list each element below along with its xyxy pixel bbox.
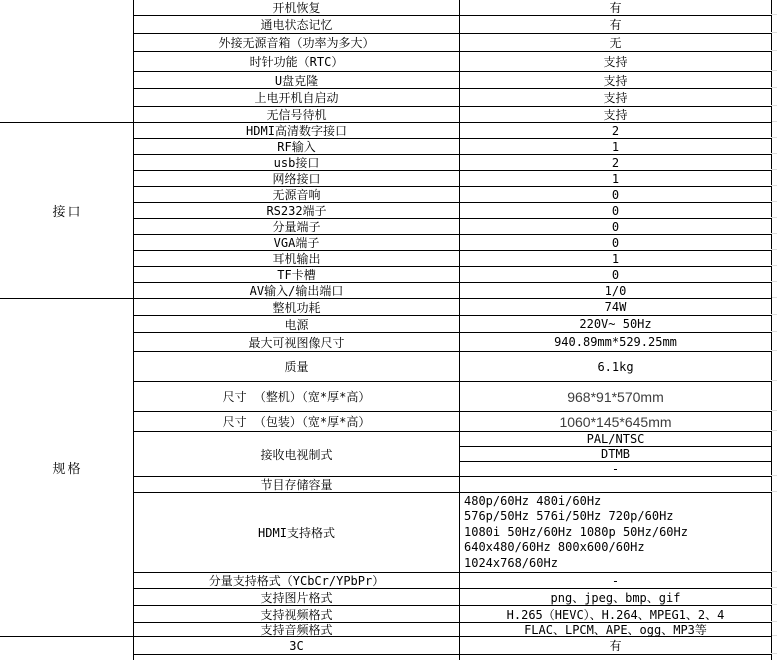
spec-label: HDMI高清数字接口 (134, 123, 460, 138)
spec-value: H.265（HEVC）、H.264、MPEG1、2、4 (506, 607, 725, 622)
spec-row (134, 477, 771, 493)
spec-row (134, 589, 771, 606)
spec-row (134, 89, 771, 107)
category-cell (0, 0, 134, 122)
spec-label: 时针功能（RTC） (134, 52, 460, 71)
spec-value-line: 640x480/60Hz 800x600/60Hz (464, 540, 645, 555)
spec-value: 1060*145*645mm (559, 413, 672, 430)
spec-value-line: 480p/60Hz 480i/60Hz (464, 493, 602, 508)
spec-label: 耳机输出 (134, 251, 460, 266)
spec-label: 尺寸 （整机）（宽*厚*高） (134, 382, 460, 411)
spec-row (134, 251, 771, 267)
spec-row (134, 171, 771, 187)
section-certification (0, 637, 772, 660)
spec-value (460, 493, 771, 572)
spec-value: 1 (611, 171, 620, 186)
section-rows (134, 299, 772, 636)
spec-label: RF输入 (134, 139, 460, 154)
spec-value: 有 (609, 18, 622, 32)
spec-label: 分量端子 (134, 219, 460, 234)
spec-value (460, 432, 771, 476)
spec-label: 整机功耗 (134, 299, 460, 315)
spec-value: 支持 (603, 73, 628, 88)
spec-label: 支持图片格式 (134, 589, 460, 605)
section-system-functions (0, 0, 772, 123)
spec-subvalue: PAL/NTSC (460, 432, 771, 447)
spec-value-line: 1024x768/60Hz (464, 555, 558, 570)
spec-label: 最大可视图像尺寸 (134, 333, 460, 351)
spec-value: 无 (609, 36, 622, 50)
spec-label: 尺寸 （包装）（宽*厚*高） (134, 412, 460, 431)
section-interface (0, 123, 772, 299)
spec-label: HDMI支持格式 (134, 493, 460, 572)
spec-label: 节目存储容量 (134, 477, 460, 492)
spec-row (134, 352, 771, 382)
section-rows (134, 0, 772, 122)
spec-value: 支持 (603, 91, 628, 105)
spec-label: 外接无源音箱（功率为多大） (134, 34, 460, 51)
spec-value: 2 (611, 123, 620, 138)
spec-label: 无源音响 (134, 187, 460, 202)
spec-row (134, 432, 771, 477)
spec-value: 74W (604, 300, 627, 314)
spec-row (134, 235, 771, 251)
spec-value: 0 (611, 267, 620, 282)
spec-value: FLAC、LPCM、APE、ogg、MP3等 (524, 623, 707, 636)
category-cell (0, 637, 134, 660)
spec-row (134, 412, 771, 432)
spec-label: 网络接口 (134, 171, 460, 186)
spec-label: 质量 (134, 352, 460, 381)
spec-label: 电源 (134, 316, 460, 332)
spec-value: 有 (609, 639, 622, 653)
spec-value: 0 (611, 219, 620, 234)
spec-row (134, 72, 771, 89)
spec-row (134, 0, 771, 16)
spec-value: 968*91*570mm (567, 388, 664, 405)
category-cell: 接口 (0, 123, 134, 298)
spec-value: - (611, 573, 620, 588)
spec-label: 通电状态记忆 (134, 16, 460, 33)
spec-row (134, 52, 771, 72)
spec-row (134, 573, 771, 589)
spec-row (134, 187, 771, 203)
spec-row (134, 493, 771, 573)
spec-label: 接收电视制式 (134, 432, 460, 476)
category-cell: 规格 (0, 299, 134, 636)
spec-row (134, 34, 771, 52)
spec-value: png、jpeg、bmp、gif (550, 590, 681, 605)
spec-label: 支持视频格式 (134, 606, 460, 622)
spec-row (134, 637, 771, 655)
spec-row (134, 606, 771, 623)
spec-label: usb接口 (134, 155, 460, 170)
spec-value-line: 1080i 50Hz/60Hz 1080p 50Hz/60Hz (464, 524, 688, 539)
spec-label: 上电开机自启动 (134, 89, 460, 106)
section-rows (134, 637, 772, 660)
spec-label: 支持音频格式 (134, 623, 460, 636)
spec-subvalue: DTMB (460, 447, 771, 462)
spec-label: 无信号待机 (134, 107, 460, 122)
spec-value: 1 (611, 139, 620, 154)
spec-label: U盘克隆 (134, 72, 460, 88)
spec-row (134, 623, 771, 636)
section-rows (134, 123, 772, 298)
spec-value: 220V~ 50Hz (579, 317, 652, 331)
spec-label: 开机恢复 (134, 0, 460, 15)
spec-value: 1/0 (604, 283, 627, 298)
spec-row (134, 16, 771, 34)
spec-value-line: 576p/50Hz 576i/50Hz 720p/60Hz (464, 509, 674, 524)
spec-value: 支持 (603, 55, 628, 69)
spec-row (134, 123, 771, 139)
spec-label: 3C (134, 637, 460, 654)
spec-label: TF卡槽 (134, 267, 460, 282)
spec-row (134, 316, 771, 333)
spec-row (134, 299, 771, 316)
spec-value: 支持 (603, 108, 628, 122)
spec-label: 分量支持格式（YCbCr/YPbPr） (134, 573, 460, 588)
spec-row (134, 203, 771, 219)
spec-row (134, 283, 771, 298)
spec-label: RS232端子 (134, 203, 460, 218)
spec-row (134, 155, 771, 171)
spec-value: 有 (609, 1, 622, 15)
spec-row (134, 382, 771, 412)
spec-value: 6.1kg (597, 359, 634, 374)
spec-subvalue: - (611, 462, 620, 476)
spec-row (134, 139, 771, 155)
spec-value: 0 (611, 187, 620, 202)
spec-row (134, 107, 771, 122)
spec-row (134, 655, 771, 660)
section-specs (0, 299, 772, 637)
spec-value (460, 477, 771, 492)
spec-value: 0 (611, 235, 620, 250)
spec-label: VGA端子 (134, 235, 460, 250)
spec-label: AV输入/输出端口 (134, 283, 460, 298)
spec-value: 940.89mm*529.25mm (554, 335, 677, 349)
spec-row (134, 267, 771, 283)
spec-row (134, 333, 771, 352)
spec-row (134, 219, 771, 235)
spec-value: 2 (611, 155, 620, 170)
spec-value: 0 (611, 203, 620, 218)
spec-value (460, 655, 771, 660)
spec-label (134, 655, 460, 660)
spec-value: 1 (611, 251, 620, 266)
